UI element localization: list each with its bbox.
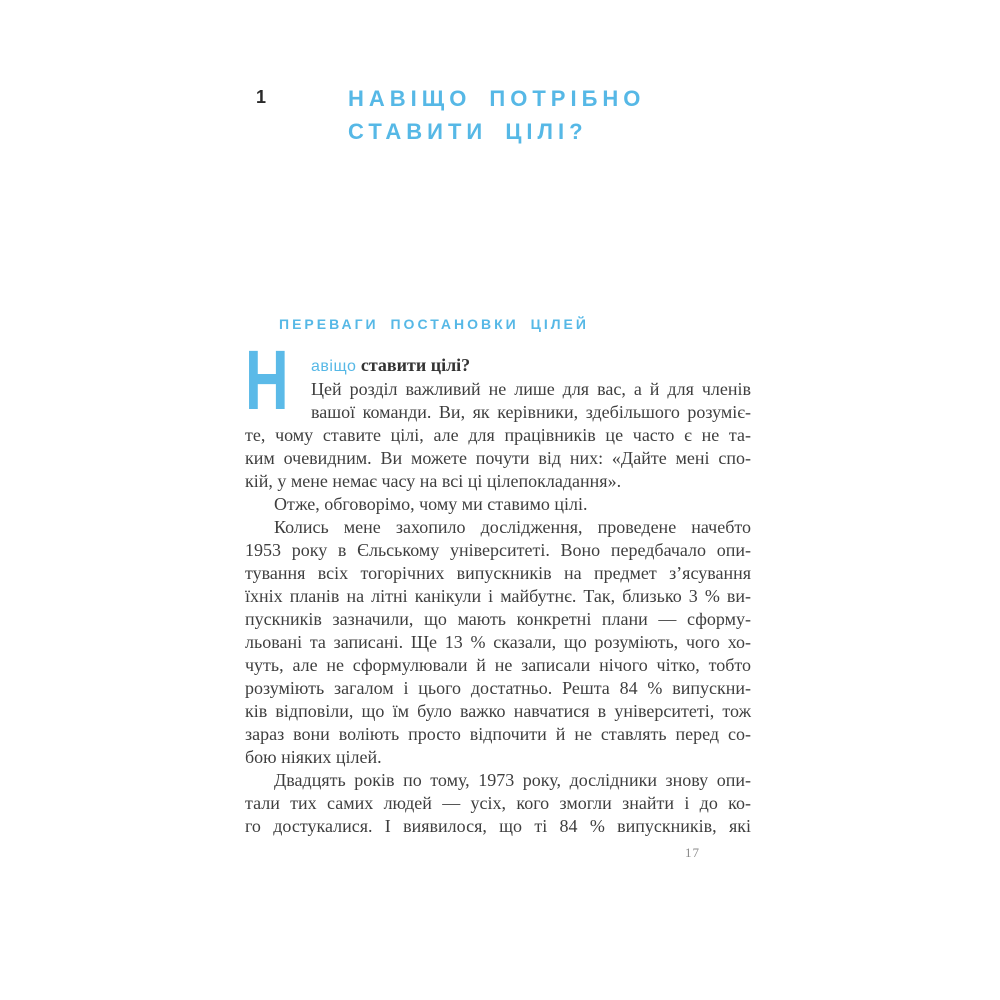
page-number: 17: [685, 845, 700, 860]
text-line: розуміють загалом і цього достатньо. Решта 84 % випускни-: [245, 678, 751, 698]
chapter-title: [348, 82, 645, 148]
chapter-number: 1: [256, 87, 267, 107]
drop-cap: [245, 333, 311, 427]
paragraph-followup-study: [245, 769, 751, 838]
paragraph-intro-lines: [245, 378, 751, 493]
text-line: 1953 року в Єльському університеті. Воно передбачало опи-: [245, 540, 751, 560]
text-line: Цей розділ важливий не лише для вас, а й для членів: [311, 379, 751, 399]
text-line: льовані та записані. Ще 13 % сказали, що розуміють, чого хо-: [245, 632, 751, 652]
paragraph-intro: [245, 333, 751, 493]
text-line: те, чому ставите цілі, але для працівників це часто є не та-: [245, 425, 751, 445]
text-line: ким очевидним. Ви можете почути від них: «Дайте мені спо-: [245, 448, 751, 468]
text-line: ків відповіли, що їм було важко навчатися в університеті, тож: [245, 701, 751, 721]
text-line: кій, у мене немає часу на всі ці цілепокладання».: [245, 471, 622, 491]
text-line: чуть, але не сформулювали й не записали нічого чітко, тобто: [245, 655, 751, 675]
chapter-title-line-1: НАВІЩО ПОТРІБНО: [348, 86, 646, 111]
text-line: тування всіх тогорічних випускників на предмет з’ясування: [245, 563, 751, 583]
text-line: бою ніяких цілей.: [245, 747, 382, 767]
text-line: вашої команди. Ви, як керівники, здебільшого розуміє-: [311, 402, 751, 422]
text-line: го достукалися. І виявилося, що ті 84 % випускників, які: [245, 816, 751, 836]
text-line: їхніх планів на літні канікули і майбутнє. Так, близько 3 % ви-: [245, 586, 751, 606]
text-line: тали тих самих людей — усіх, кого змогли знайти і до ко-: [245, 793, 751, 813]
lead-question: ставити цілі?: [360, 355, 471, 375]
lead-word: авіщо: [311, 358, 357, 375]
text-line: пускників зазначили, що мають конкретні плани — сформу-: [245, 609, 751, 629]
text-line: Колись мене захопило дослідження, проведене начебто: [274, 517, 751, 537]
paragraph-transition: Отже, обговорімо, чому ми ставимо цілі.: [274, 494, 588, 514]
drop-cap-letter: Н: [245, 333, 289, 427]
chapter-title-line-2: СТАВИТИ ЦІЛІ?: [348, 119, 588, 144]
text-line: зараз вони воліють просто відпочити й не ставлять перед со-: [245, 724, 751, 744]
text-line: Двадцять років по тому, 1973 року, дослідники знову опи-: [274, 770, 751, 790]
body-text-column: [245, 333, 751, 838]
paragraph-yale-study: [245, 516, 751, 769]
section-heading: ПЕРЕВАГИ ПОСТАНОВКИ ЦІЛЕЙ: [279, 316, 589, 332]
lead-line: [245, 354, 751, 378]
